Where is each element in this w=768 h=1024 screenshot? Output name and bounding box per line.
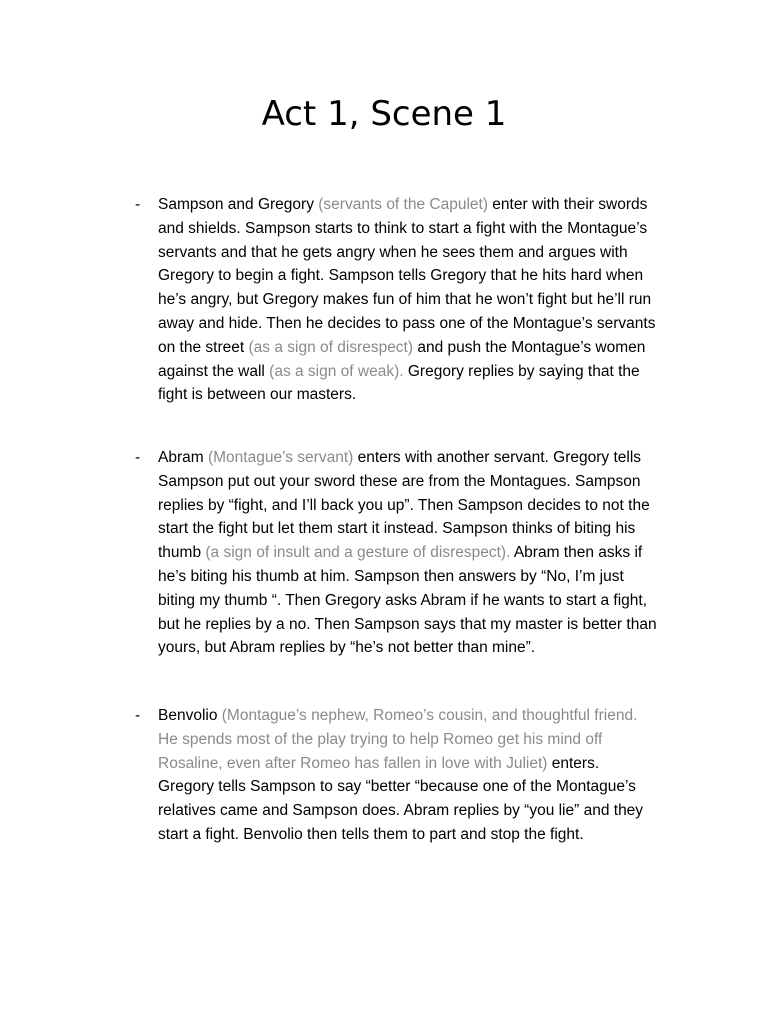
annotation-text: (as a sign of disrespect) <box>248 338 414 356</box>
text-run: Abram <box>158 449 208 466</box>
text-run: Gregory replies by saying that the fight is between our masters. <box>158 362 640 404</box>
annotation-text: (Montague’s nephew, Romeo’s cousin, and thoughtful friend. He spends most of the play trying to help Romeo get his mind off Rosaline, even after Romeo has fallen in love with Juliet) <box>158 707 638 772</box>
bullet-dash: - <box>135 707 141 724</box>
annotation-text: (servants of the Capulet) <box>318 196 488 213</box>
text-run: and push the Montague’s women against the wall <box>158 338 646 380</box>
annotation-text: (as a sign of weak). <box>269 362 404 380</box>
text-run: Benvolio <box>158 707 222 724</box>
bullet-dash: - <box>135 196 141 213</box>
text-run: enter with their swords and shields. Sampson starts to think to start a fight with the Montague’s servants and that he gets angry when he sees them and argues with Gregory to begin a fight. Sampson tells Gregory that he hits hard when he’s angry, but Gregory makes fun of him that he won’t fight but he’ll run away and hide. Then he decides to pass one of the Montague’s servants on the street <box>158 196 656 356</box>
bullet-text <box>158 193 658 407</box>
bullet-dash: - <box>135 449 141 466</box>
annotation-text: (a sign of insult and a gesture of disrespect). <box>205 544 511 562</box>
bullet-text <box>158 446 658 660</box>
text-run: Sampson and Gregory <box>158 196 319 213</box>
bullet-text <box>158 704 658 847</box>
page-title: Act 1, Scene 1 <box>261 94 507 134</box>
text-run: enters with another servant. Gregory tells Sampson put out your sword these are from the Montagues. Sampson replies by “fight, and I’ll back you up”. Then Sampson decides to not the start the fight but let them start it instead. Sampson thinks of biting his thumb <box>158 449 650 562</box>
text-run: Abram then asks if he’s biting his thumb at him. Sampson then answers by “No, I’m just biting my thumb “. Then Gregory asks Abram if he wants to start a fight, but he replies by a no. Then Sampson says that my master is better than yours, but Abram replies by “he’s not better than mine”. <box>158 544 657 657</box>
text-run: enters. Gregory tells Sampson to say “better “because one of the Montague’s relatives came and Sampson does. Abram replies by “you lie” and they start a fight. Benvolio then tells them to part and stop the fight. <box>158 754 644 843</box>
annotation-text: (Montague’s servant) <box>207 449 354 466</box>
